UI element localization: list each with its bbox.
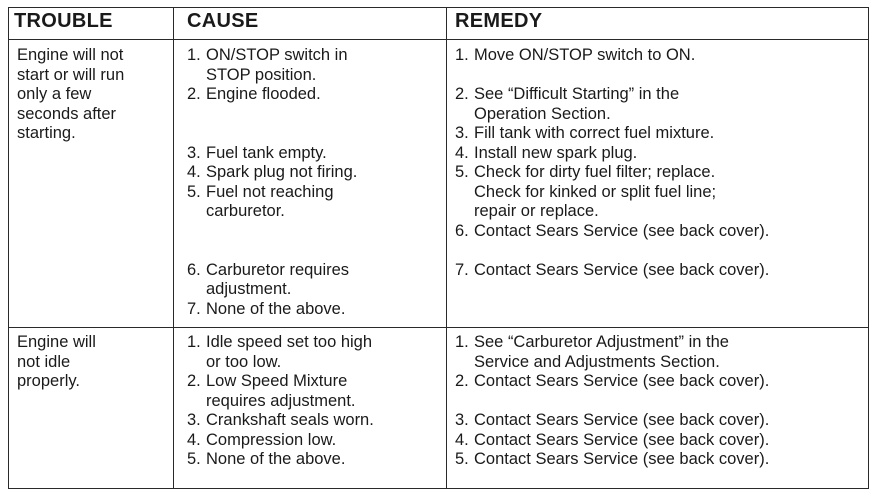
remedy-item (455, 222, 865, 261)
item-text: carburetor. (206, 202, 285, 220)
cause-item (187, 431, 447, 451)
item-number: 2. (187, 372, 201, 390)
remedy-cell (455, 46, 865, 280)
trouble-text: Engine will (17, 333, 96, 351)
item-text: requires adjustment. (206, 391, 356, 410)
trouble-text: not idle (17, 352, 71, 371)
item-text: repair or replace. (474, 202, 599, 220)
item-text: Carburetor requires (206, 260, 350, 279)
item-text: Install new spark plug. (474, 143, 638, 162)
item-number: 3. (187, 411, 201, 429)
item-number: 2. (187, 85, 201, 103)
remedy-item (455, 144, 865, 164)
item-number: 6. (455, 221, 469, 240)
cause-item (187, 85, 447, 144)
item-text: Contact Sears Service (see back cover). (474, 372, 770, 390)
cause-item (187, 163, 447, 183)
remedy-item (455, 333, 865, 372)
item-text: Service and Adjustments Section. (474, 352, 720, 371)
trouble-text: seconds after (17, 104, 117, 123)
item-text: Contact Sears Service (see back cover). (474, 450, 770, 468)
trouble-text: Engine will not (17, 46, 124, 64)
item-text: Fill tank with correct fuel mixture. (474, 124, 715, 142)
item-text: Low Speed Mixture (206, 372, 348, 390)
remedy-item (455, 411, 865, 431)
remedy-item (455, 46, 865, 85)
cause-item (187, 300, 447, 320)
item-text: Contact Sears Service (see back cover). (474, 411, 770, 429)
item-number: 4. (455, 430, 469, 449)
remedy-cell (455, 333, 865, 470)
trouble-cell (17, 333, 167, 392)
column-divider (173, 8, 174, 488)
item-text: Check for dirty fuel filter; replace. (474, 163, 716, 181)
cause-item (187, 261, 447, 300)
row-divider (9, 327, 868, 328)
remedy-item (455, 85, 865, 124)
remedy-item (455, 163, 865, 222)
item-number: 3. (187, 143, 201, 162)
item-number: 5. (455, 163, 469, 181)
cause-cell (187, 333, 447, 470)
item-text: Move ON/STOP switch to ON. (474, 46, 696, 64)
trouble-text: starting. (17, 124, 76, 142)
cause-item (187, 450, 447, 470)
item-number: 4. (187, 430, 201, 449)
item-text: Contact Sears Service (see back cover). (474, 430, 770, 449)
item-number: 4. (187, 163, 201, 181)
item-text: See “Difficult Starting” in the (474, 85, 680, 103)
item-text: ON/STOP switch in (206, 46, 348, 64)
cause-item (187, 333, 447, 372)
item-number: 5. (187, 182, 201, 201)
item-number: 7. (187, 299, 201, 318)
header-divider (9, 39, 868, 40)
item-number: 2. (455, 372, 469, 390)
item-number: 1. (455, 333, 469, 351)
item-number: 1. (455, 46, 469, 64)
header-remedy: REMEDY (455, 10, 543, 32)
cause-item (187, 46, 447, 85)
remedy-item (455, 261, 865, 281)
item-text: adjustment. (206, 280, 292, 298)
item-text: or too low. (206, 352, 282, 371)
item-number: 7. (455, 260, 469, 279)
item-text: Check for kinked or split fuel line; (474, 182, 717, 201)
troubleshooting-table (8, 7, 869, 489)
remedy-item (455, 431, 865, 451)
item-text: Spark plug not firing. (206, 163, 358, 181)
item-text: Idle speed set too high (206, 333, 373, 351)
item-number: 2. (455, 85, 469, 103)
header-trouble: TROUBLE (14, 10, 113, 32)
trouble-text: properly. (17, 372, 80, 390)
item-text: STOP position. (206, 65, 317, 84)
item-number: 3. (455, 411, 469, 429)
remedy-item (455, 450, 865, 470)
item-text: None of the above. (206, 450, 346, 468)
trouble-text: only a few (17, 85, 92, 103)
item-text: Compression low. (206, 430, 337, 449)
item-number: 5. (455, 450, 469, 468)
remedy-item (455, 124, 865, 144)
trouble-cell (17, 46, 167, 144)
item-text: Operation Section. (474, 104, 611, 123)
cause-item (187, 411, 447, 431)
header-cause: CAUSE (187, 10, 259, 32)
remedy-item (455, 372, 865, 411)
cause-cell (187, 46, 447, 319)
item-text: Contact Sears Service (see back cover). (474, 260, 770, 279)
item-number: 1. (187, 333, 201, 351)
item-text: Fuel tank empty. (206, 143, 327, 162)
item-text: Fuel not reaching (206, 182, 334, 201)
item-text: Crankshaft seals worn. (206, 411, 374, 429)
trouble-text: start or will run (17, 65, 125, 84)
item-number: 6. (187, 260, 201, 279)
item-number: 5. (187, 450, 201, 468)
item-number: 3. (455, 124, 469, 142)
cause-item (187, 372, 447, 411)
item-text: None of the above. (206, 299, 346, 318)
item-text: Engine flooded. (206, 85, 321, 103)
cause-item (187, 144, 447, 164)
item-text: Contact Sears Service (see back cover). (474, 221, 770, 240)
cause-item (187, 183, 447, 261)
item-number: 4. (455, 143, 469, 162)
item-number: 1. (187, 46, 201, 64)
item-text: See “Carburetor Adjustment” in the (474, 333, 729, 351)
